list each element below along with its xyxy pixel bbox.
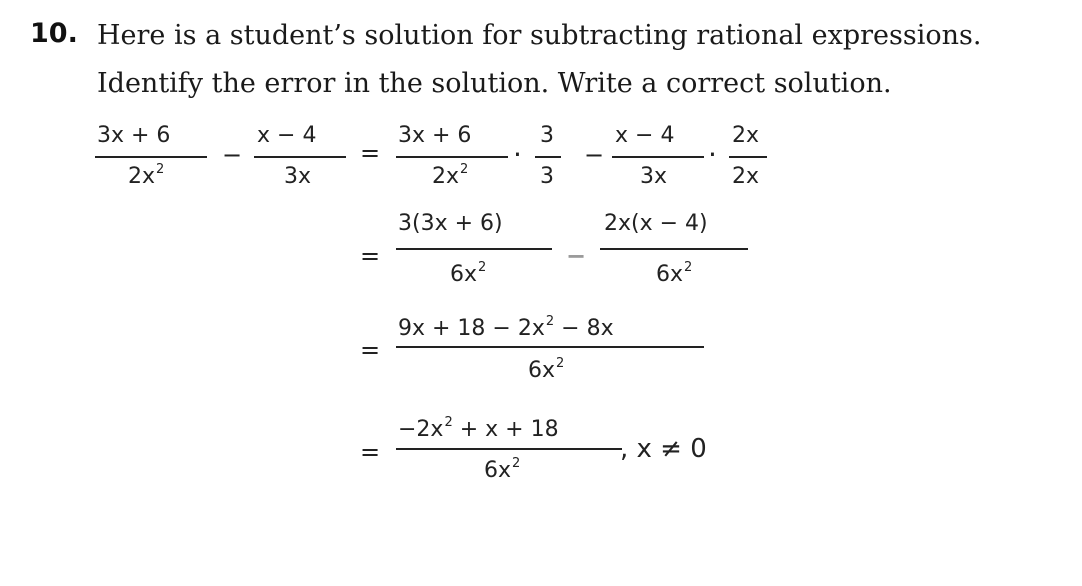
fraction-e-denominator: 3x <box>640 164 668 189</box>
fraction-a-numerator: 3x + 6 <box>97 123 171 148</box>
fraction-c-denominator: $2x^2$ <box>432 162 469 189</box>
fraction-bar <box>396 448 622 450</box>
fraction-b-denominator: 3x <box>284 164 312 189</box>
equals-sign: = <box>360 242 381 270</box>
fraction-f-numerator: 2x <box>732 123 760 148</box>
fraction-denominator: $6x^2$ <box>528 356 565 383</box>
prompt-line-1: Here is a student’s solution for subtracting rational expressions. <box>97 20 982 51</box>
fraction-b-bar <box>254 156 346 158</box>
equals-sign: = <box>360 438 381 466</box>
fraction-d-numerator: 3 <box>540 123 554 148</box>
fraction-b-numerator: 2x(x − 4) <box>604 211 708 236</box>
fraction-a-numerator: 3(3x + 6) <box>398 211 503 236</box>
fraction-c-bar <box>396 156 508 158</box>
problem-number: 10. <box>30 18 78 49</box>
fraction-denominator: $6x^2$ <box>484 456 521 483</box>
fraction-f-denominator: 2x <box>732 164 760 189</box>
minus-sign: − <box>222 141 243 169</box>
fraction-b-numerator: x − 4 <box>257 123 317 148</box>
multiply-dot-2: · <box>708 138 717 171</box>
minus-sign: − <box>566 242 587 270</box>
fraction-d-denominator: 3 <box>540 164 554 189</box>
fraction-b-denominator: $6x^2$ <box>656 260 693 287</box>
equals-sign: = <box>360 336 381 364</box>
fraction-bar <box>396 346 704 348</box>
restriction: , x ≠ 0 <box>620 434 707 464</box>
fraction-e-numerator: x − 4 <box>615 123 675 148</box>
fraction-b-bar <box>600 248 748 250</box>
fraction-e-bar <box>612 156 704 158</box>
multiply-dot: · <box>513 138 522 171</box>
fraction-numerator: $-2x^2 + x + 18$ <box>398 415 559 442</box>
fraction-a-denominator: $2x^2$ <box>128 162 165 189</box>
equals-sign: = <box>360 139 381 167</box>
fraction-numerator: $9x + 18 - 2x^2 - 8x$ <box>398 314 614 341</box>
fraction-c-numerator: 3x + 6 <box>398 123 472 148</box>
fraction-d-bar <box>535 156 561 158</box>
fraction-f-bar <box>729 156 767 158</box>
fraction-a-denominator: $6x^2$ <box>450 260 487 287</box>
fraction-a-bar <box>95 156 207 158</box>
prompt-line-2: Identify the error in the solution. Write a correct solution. <box>97 68 892 99</box>
minus-sign-2: − <box>584 141 605 169</box>
fraction-a-bar <box>396 248 552 250</box>
